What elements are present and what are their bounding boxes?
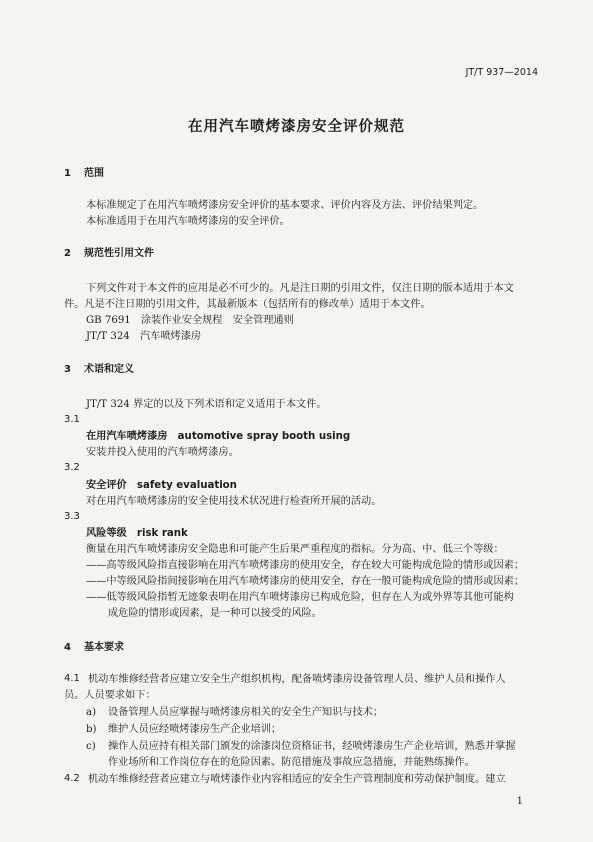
term-number: 3.2 [64,462,80,473]
list-item: ——低等级风险指暂无迹象表明在用汽车喷烤漆房已构成危险，但存在人为或外界等其他可能构 [86,592,514,603]
section-number: 3 [64,364,71,375]
list-item: 操作人员应持有相关部门颁发的涂漆岗位资格证书，经喷烤漆房生产企业培训，熟悉并掌握 [108,741,516,752]
list-item: ——高等级风险指直接影响在用汽车喷烤漆房的使用安全，存在较大可能构成危险的情形或因素； [86,560,525,571]
paragraph: JT/T 324 界定的以及下列术语和定义适用于本文件。 [86,399,327,410]
list-item: ——中等级风险指间接影响在用汽车喷烤漆房的使用安全，存在一般可能构成危险的情形或因素； [86,576,525,587]
list-marker: c) [86,741,96,752]
clause-number: 4.1 [64,673,80,684]
list-item: 作业场所和工作岗位存在的危险因素、防范措施及事故应急措施，并能熟练操作。 [108,757,475,768]
reference-item: JT/T 324 汽车喷烤漆房 [86,331,202,342]
section-title: 范围 [84,168,104,179]
reference-item: GB 7691 涂装作业安全规程 安全管理通则 [86,315,294,326]
section-title: 规范性引用文件 [84,248,154,259]
section-title: 术语和定义 [84,364,134,375]
term-entry: 风险等级 risk rank [86,528,188,539]
section-number: 4 [64,642,71,653]
paragraph: 本标准适用于在用汽车喷烤漆房的安全评价。 [86,216,290,227]
standard-code: JT/T 937—2014 [465,67,538,78]
list-item: 维护人员应经喷烤漆房生产企业培训； [108,724,282,735]
term-definition: 衡量在用汽车喷烤漆房安全隐患和可能产生后果严重程度的指标。分为高、中、低三个等级： [86,544,504,555]
paragraph: 机动车维修经营者应建立与喷烤漆作业内容相适应的安全生产管理制度和劳动保护制度。建立 [88,774,506,785]
paragraph: 本标准规定了在用汽车喷烤漆房安全评价的基本要求、评价内容及方法、评价结果判定。 [86,200,484,211]
page-title: 在用汽车喷烤漆房安全评价规范 [188,119,405,135]
page-number: 1 [516,796,523,807]
term-number: 3.3 [64,511,80,522]
clause-number: 4.2 [64,773,80,784]
list-marker: a) [86,707,97,718]
section-number: 1 [64,168,71,179]
section-number: 2 [64,248,71,259]
paragraph: 机动车维修经营者应建立安全生产组织机构，配备喷烤漆房设备管理人员、维护人员和操作人 [88,674,506,685]
term-entry: 在用汽车喷烤漆房 automotive spray booth using [86,431,351,442]
paragraph: 下列文件对于本文件的应用是必不可少的。凡是注日期的引用文件，仅注日期的版本适用于本文 [86,283,514,294]
term-entry: 安全评价 safety evaluation [86,480,237,491]
list-marker: b) [86,724,97,735]
section-title: 基本要求 [84,642,124,653]
paragraph: 件。凡是不注日期的引用文件，其最新版本（包括所有的修改单）适用于本文件。 [64,299,431,310]
term-number: 3.1 [64,414,80,425]
paragraph: 员。人员要求如下： [64,690,156,701]
list-item: 成危险的情形或因素，是一种可以接受的风险。 [108,608,322,619]
term-definition: 安装并投入使用的汽车喷烤漆房。 [86,447,239,458]
list-item: 设备管理人员应掌握与喷烤漆房相关的安全生产知识与技术； [108,707,384,718]
term-definition: 对在用汽车喷烤漆房的安全使用技术状况进行检查所开展的活动。 [86,496,382,507]
